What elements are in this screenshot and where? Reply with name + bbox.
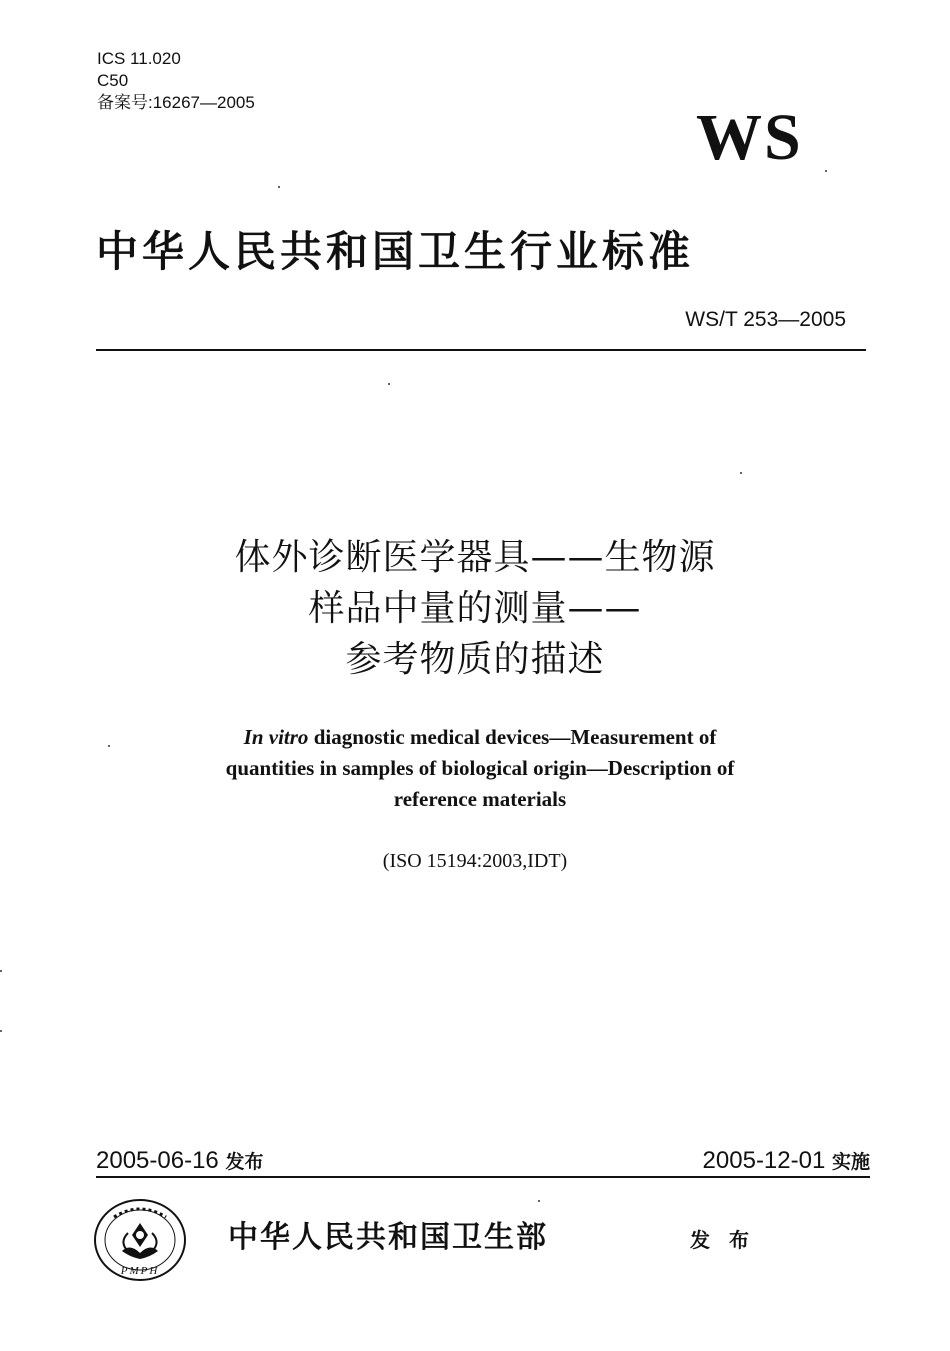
ics-code: ICS 11.020 xyxy=(97,49,181,68)
scan-speck xyxy=(538,1200,540,1202)
scan-speck xyxy=(108,745,110,747)
english-title-line-1 xyxy=(195,722,765,753)
standard-category-title: 中华人民共和国卫生行业标准 xyxy=(96,227,695,276)
seal-text: PMPH xyxy=(120,1265,160,1277)
effective-date: 2005-12-01 xyxy=(702,1147,826,1174)
scan-speck xyxy=(0,1030,2,1032)
ccs-code: C50 xyxy=(97,71,129,90)
issue-date-block xyxy=(96,1146,263,1177)
issuer-name: 中华人民共和国卫生部 xyxy=(228,1220,548,1255)
publish-label: 发 布 xyxy=(690,1228,755,1252)
english-title-line-1-rest: diagnostic medical devices—Measurement of xyxy=(308,725,717,749)
chinese-title-line-1: 体外诊断医学器具——生物源 xyxy=(234,537,716,578)
chinese-title-line-3: 参考物质的描述 xyxy=(345,639,605,680)
issue-label: 发布 xyxy=(225,1151,264,1173)
filing-number: 备案号:16267—2005 xyxy=(97,93,255,112)
issue-date: 2005-06-16 xyxy=(96,1147,219,1174)
footer-divider xyxy=(96,1176,870,1178)
chinese-title xyxy=(0,532,950,685)
header-divider xyxy=(96,349,866,351)
ws-logo: WS xyxy=(696,101,803,174)
scan-speck xyxy=(825,170,827,172)
scan-speck xyxy=(0,970,2,972)
effective-label: 实施 xyxy=(831,1151,870,1173)
english-title-line-2: quantities in samples of biological origin—Description of xyxy=(225,756,735,780)
english-title-italic: In vitro xyxy=(243,725,309,749)
scan-speck xyxy=(740,472,742,474)
english-title xyxy=(195,722,765,815)
effective-date-block xyxy=(703,1146,870,1177)
scan-speck xyxy=(388,383,390,385)
chinese-title-line-2: 样品中量的测量—— xyxy=(308,588,642,629)
standard-code: WS/T 253—2005 xyxy=(685,308,846,331)
english-title-line-3: reference materials xyxy=(393,787,567,811)
iso-reference: (ISO 15194:2003,IDT) xyxy=(382,850,568,872)
scan-speck xyxy=(278,186,280,188)
publisher-seal-icon xyxy=(92,1197,188,1283)
document-meta xyxy=(97,48,255,114)
